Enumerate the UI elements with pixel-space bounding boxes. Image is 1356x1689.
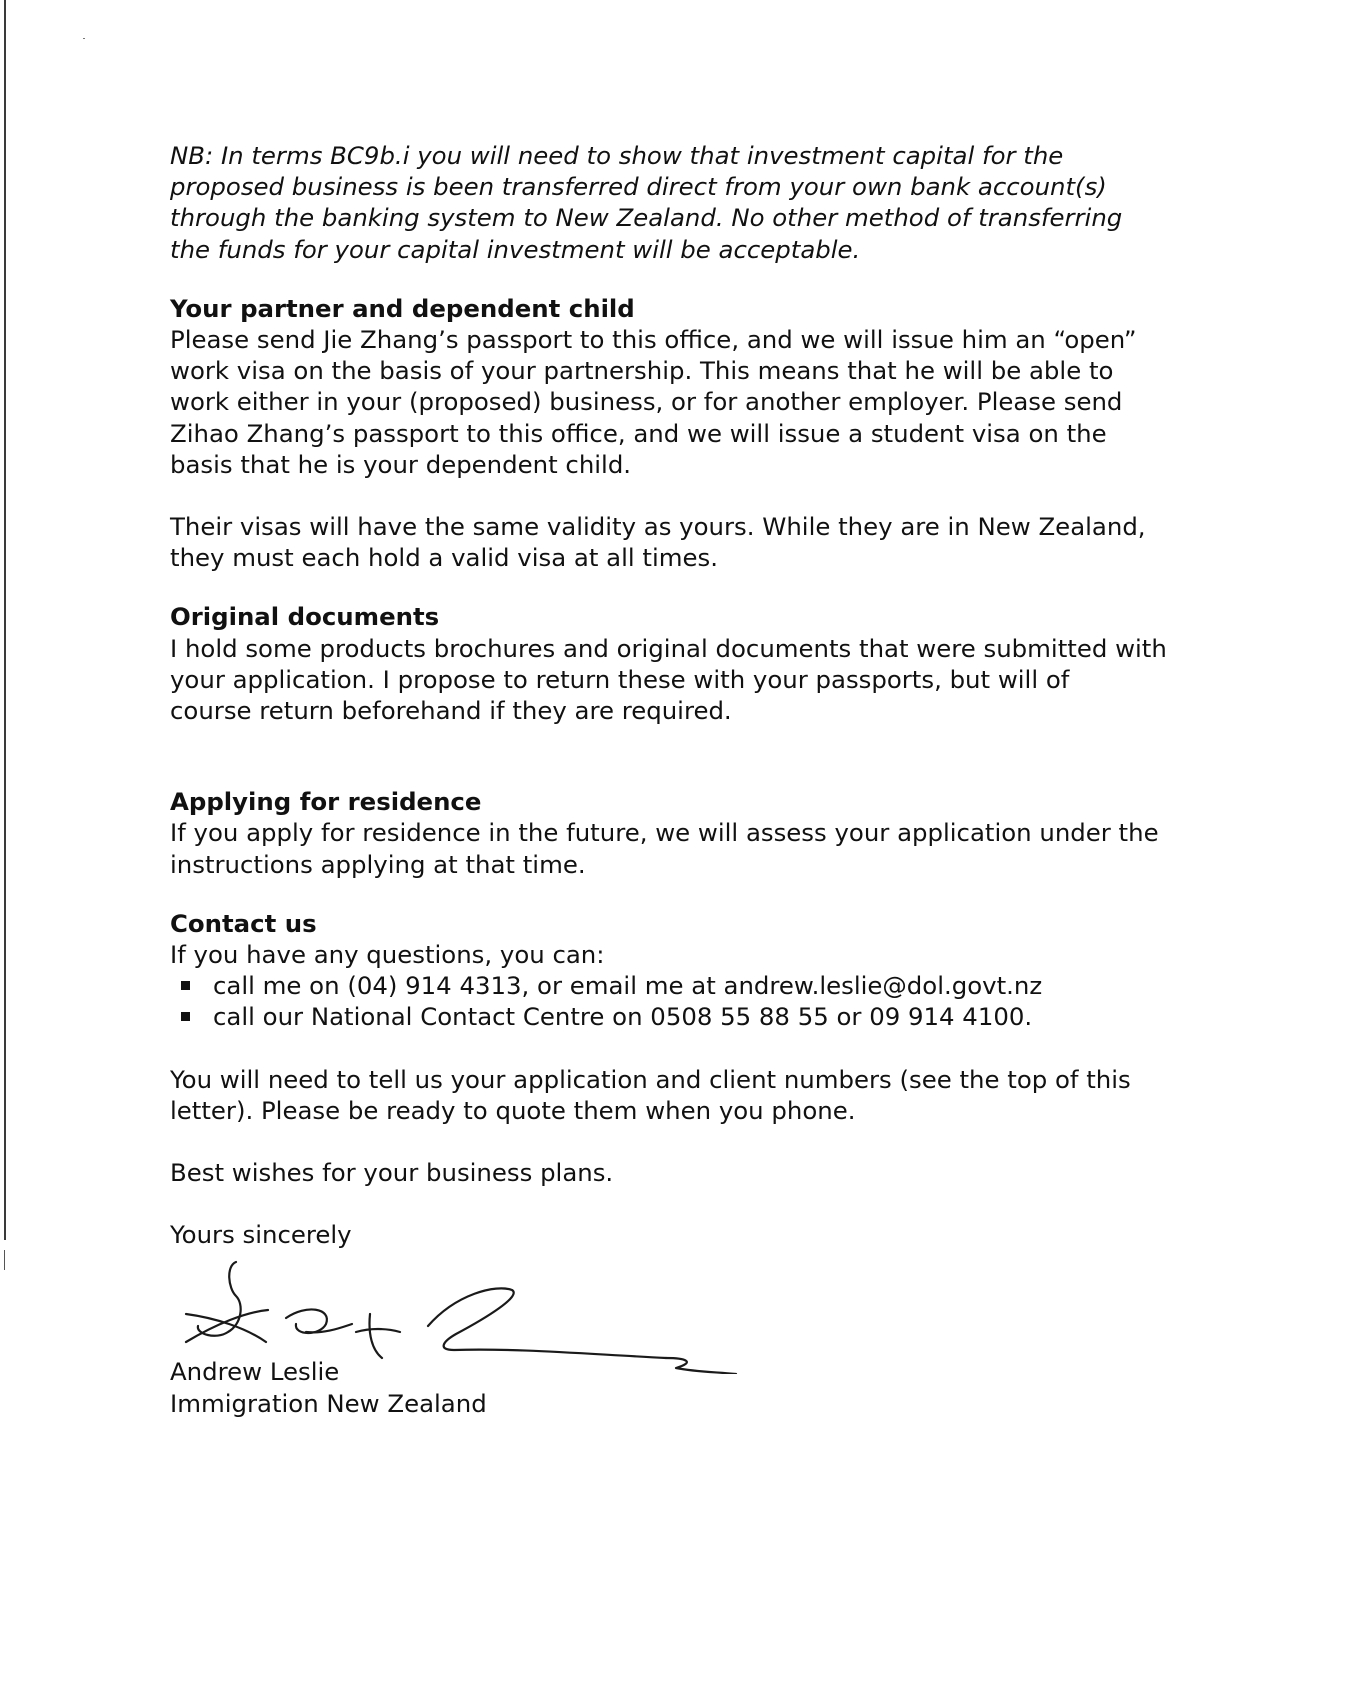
contact-intro: If you have any questions, you can: xyxy=(170,940,605,970)
scan-speck xyxy=(83,38,85,39)
bullet-square-icon xyxy=(181,981,190,990)
scan-edge-mark xyxy=(4,1250,5,1270)
heading-partner: Your partner and dependent child xyxy=(170,293,635,323)
signatory-name: Andrew Leslie xyxy=(170,1357,340,1387)
bullet-square-icon xyxy=(181,1012,190,1021)
contact-list xyxy=(170,970,1260,1032)
closing-wishes: Best wishes for your business plans. xyxy=(170,1158,614,1188)
contact-call-email: call me on (04) 914 4313, or email me at andrew.leslie@dol.govt.nz xyxy=(213,971,1043,1001)
heading-residence: Applying for residence xyxy=(170,787,482,817)
list-item xyxy=(170,1001,1260,1032)
contact-note: You will need to tell us your application and client numbers (see the top of this letter). Please be ready to quote them when you phone. xyxy=(170,1064,1131,1125)
section-residence xyxy=(170,786,1260,880)
signatory-organisation: Immigration New Zealand xyxy=(170,1388,487,1418)
original-documents-body: I hold some products brochures and original documents that were submitted with your application. I propose to return these with your passports, but will of course return beforehand if they are required. xyxy=(170,633,1167,726)
section-original-documents xyxy=(170,601,1260,726)
contact-national-centre: call our National Contact Centre on 0508 55 88 55 or 09 914 4100. xyxy=(213,1002,1033,1032)
section-partner xyxy=(170,293,1260,574)
partner-visa-validity: Their visas will have the same validity as yours. While they are in New Zealand, they must each hold a valid visa at all times. xyxy=(170,512,1146,573)
partner-body: Please send Jie Zhang’s passport to this office, and we will issue him an “open” work visa on the basis of your partnership. This means that he will be able to work either in your (proposed) business, or for another employer. Please send Zihao Zhang’s passport to this office, and we will issue a student visa on the basis that he is your dependent child. xyxy=(170,325,1137,479)
section-contact xyxy=(170,908,1260,1126)
scan-edge-line xyxy=(4,0,6,1240)
heading-original-documents: Original documents xyxy=(170,602,440,632)
residence-body: If you apply for residence in the future, we will assess your application under the instructions applying at that time. xyxy=(170,818,1159,879)
heading-contact: Contact us xyxy=(170,908,317,938)
closing-salutation: Yours sincerely xyxy=(170,1220,352,1250)
letter-body xyxy=(170,140,1260,1419)
nb-paragraph: NB: In terms BC9b.i you will need to show that investment capital for the proposed business is been transferred direct from your own bank account(s) through the banking system to New Zealand. No other method of transferring the funds for your capital investment will be acceptable. xyxy=(170,141,1123,264)
list-item xyxy=(170,970,1260,1001)
